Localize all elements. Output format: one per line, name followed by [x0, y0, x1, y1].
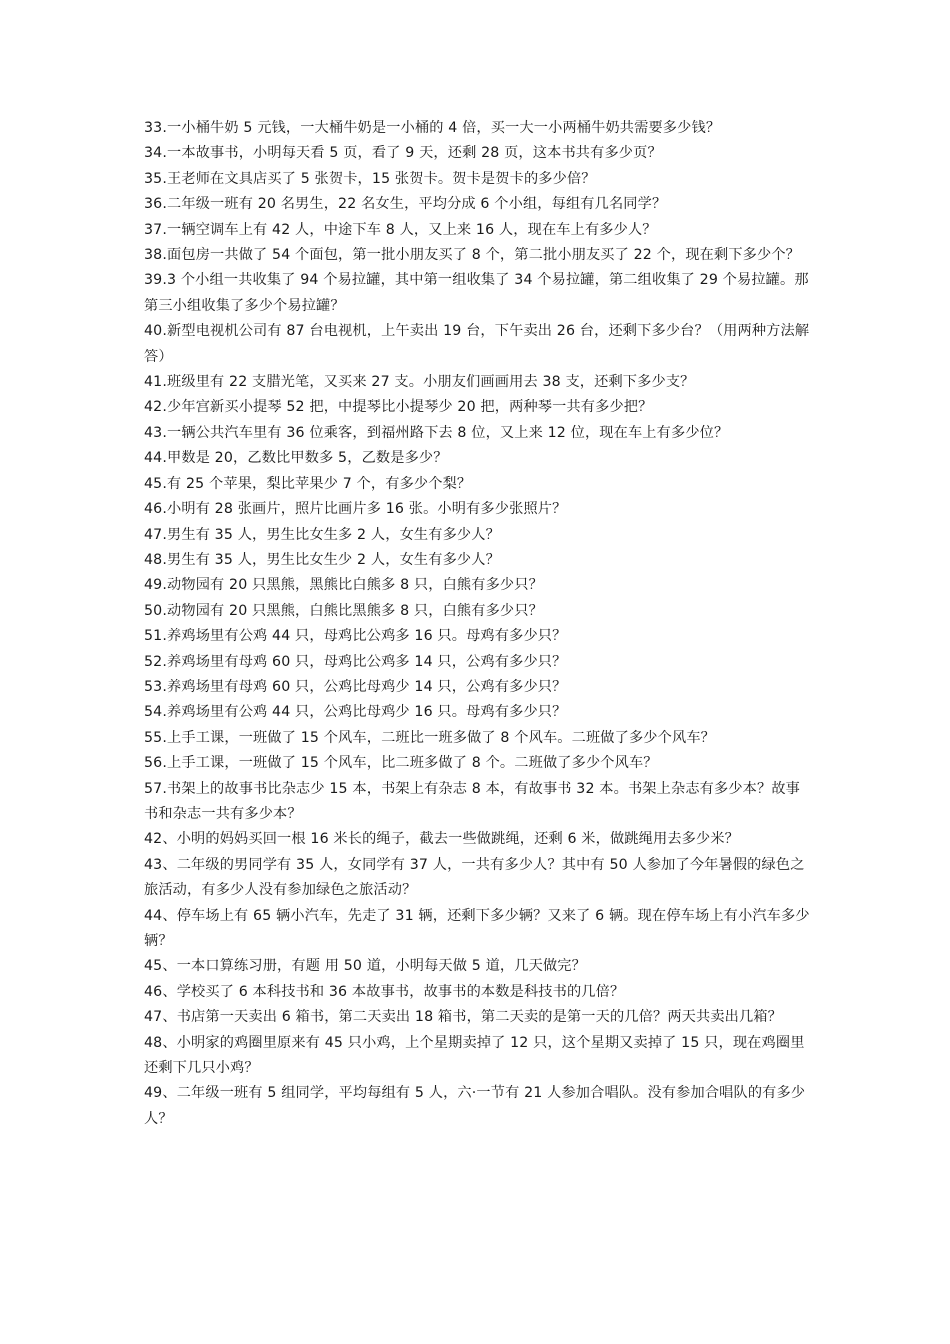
problem-51: 51.养鸡场里有公鸡 44 只，母鸡比公鸡多 16 只。母鸡有多少只？ — [144, 628, 567, 645]
problem-36: 36.二年级一班有 20 名男生，22 名女生，平均分成 6 个小组，每组有几名同学？ — [144, 196, 667, 213]
problem-46: 46.小明有 28 张画片，照片比画片多 16 张。小明有多少张照片？ — [144, 501, 567, 518]
problem-39: 39.3 个小组一共收集了 94 个易拉罐，其中第一组收集了 34 个易拉罐，第二组收集了 29 个易拉罐。那第三小组收集了多少个易拉罐？ — [144, 272, 809, 314]
problem-47: 47.男生有 35 人，男生比女生多 2 人，女生有多少人？ — [144, 526, 500, 543]
problem-56: 56.上手工课，一班做了 15 个风车，比二班多做了 8 个。二班做了多少个风车？ — [144, 755, 658, 772]
problem-33: 33.一小桶牛奶 5 元钱，一大桶牛奶是一小桶的 4 倍，买一大一小两桶牛奶共需要多少钱？ — [144, 120, 721, 136]
problem-44: 44.甲数是 20，乙数比甲数多 5，乙数是多少？ — [144, 450, 448, 467]
problem-b45: 45、一本口算练习册，有题 用 50 道，小明每天做 5 道，几天做完？ — [144, 958, 586, 975]
problem-55: 55.上手工课，一班做了 15 个风车，二班比一班多做了 8 个风车。二班做了多少个风车？ — [144, 729, 715, 746]
problem-35: 35.王老师在文具店买了 5 张贺卡，15 张贺卡。贺卡是贺卡的多少倍？ — [144, 170, 596, 187]
problem-57: 57.书架上的故事书比杂志少 15 本，书架上有杂志 8 本，有故事书 32 本。书架上杂志有多少本？故事书和杂志一共有多少本？ — [144, 780, 801, 822]
problem-b49: 49、二年级一班有 5 组同学，平均每组有 5 人，六·一节有 21 人参加合唱队。没有参加合唱队的有多少人？ — [144, 1085, 806, 1127]
problem-b42: 42、小明的妈妈买回一根 16 米长的绳子，截去一些做跳绳，还剩 6 米，做跳绳用去多少米？ — [144, 831, 740, 848]
problem-54: 54.养鸡场里有公鸡 44 只，公鸡比母鸡少 16 只。母鸡有多少只？ — [144, 704, 567, 721]
problem-40: 40.新型电视机公司有 87 台电视机，上午卖出 19 台，下午卖出 26 台，还剩下多少台？（用两种方法解答） — [144, 323, 810, 365]
problem-45: 45.有 25 个苹果，梨比苹果少 7 个，有多少个梨？ — [144, 475, 472, 492]
problem-37: 37.一辆空调车上有 42 人，中途下车 8 人，又上来 16 人，现在车上有多少人？ — [144, 221, 657, 238]
problem-50: 50.动物园有 20 只黑熊，白熊比黑熊多 8 只，白熊有多少只？ — [144, 602, 543, 619]
problem-b48: 48、小明家的鸡圈里原来有 45 只小鸡，上个星期卖掉了 12 只，这个星期又卖掉了 15 只，现在鸡圈里还剩下几只小鸡？ — [144, 1034, 805, 1077]
problem-b43: 43、二年级的男同学有 35 人，女同学有 37 人，一共有多少人？其中有 50 人参加了今年暑假的绿色之旅活动，有多少人没有参加绿色之旅活动？ — [144, 856, 805, 899]
problem-52: 52.养鸡场里有母鸡 60 只，母鸡比公鸡多 14 只，公鸡有多少只？ — [144, 653, 567, 670]
problem-53: 53.养鸡场里有母鸡 60 只，公鸡比母鸡少 14 只，公鸡有多少只？ — [144, 678, 567, 695]
problem-b44: 44、停车场上有 65 辆小汽车，先走了 31 辆，还剩下多少辆？又来了 6 辆。现在停车场上有小汽车多少辆？ — [144, 907, 810, 949]
problem-42: 42.少年宫新买小提琴 52 把，中提琴比小提琴少 20 把，两种琴一共有多少把？ — [144, 399, 653, 416]
problem-41: 41.班级里有 22 支腊光笔，又买来 27 支。小朋友们画画用去 38 支，还剩下多少支？ — [144, 374, 695, 391]
problem-48: 48.男生有 35 人，男生比女生少 2 人，女生有多少人？ — [144, 551, 500, 568]
problem-34: 34.一本故事书，小明每天看 5 页，看了 9 天，还剩 28 页，这本书共有多少页？ — [144, 145, 662, 162]
problem-38: 38.面包房一共做了 54 个面包，第一批小朋友买了 8 个，第二批小朋友买了 22 个，现在剩下多少个？ — [144, 247, 801, 264]
document-page — [144, 116, 812, 1132]
problem-b46: 46、学校买了 6 本科技书和 36 本故事书，故事书的本数是科技书的几倍？ — [144, 983, 625, 1000]
problem-49: 49.动物园有 20 只黑熊，黑熊比白熊多 8 只，白熊有多少只？ — [144, 577, 543, 594]
problem-43: 43.一辆公共汽车里有 36 位乘客，到福州路下去 8 位，又上来 12 位，现在车上有多少位？ — [144, 424, 729, 441]
problem-b47: 47、书店第一天卖出 6 箱书，第二天卖出 18 箱书，第二天卖的是第一天的几倍？两天共卖出几箱？ — [144, 1009, 783, 1026]
